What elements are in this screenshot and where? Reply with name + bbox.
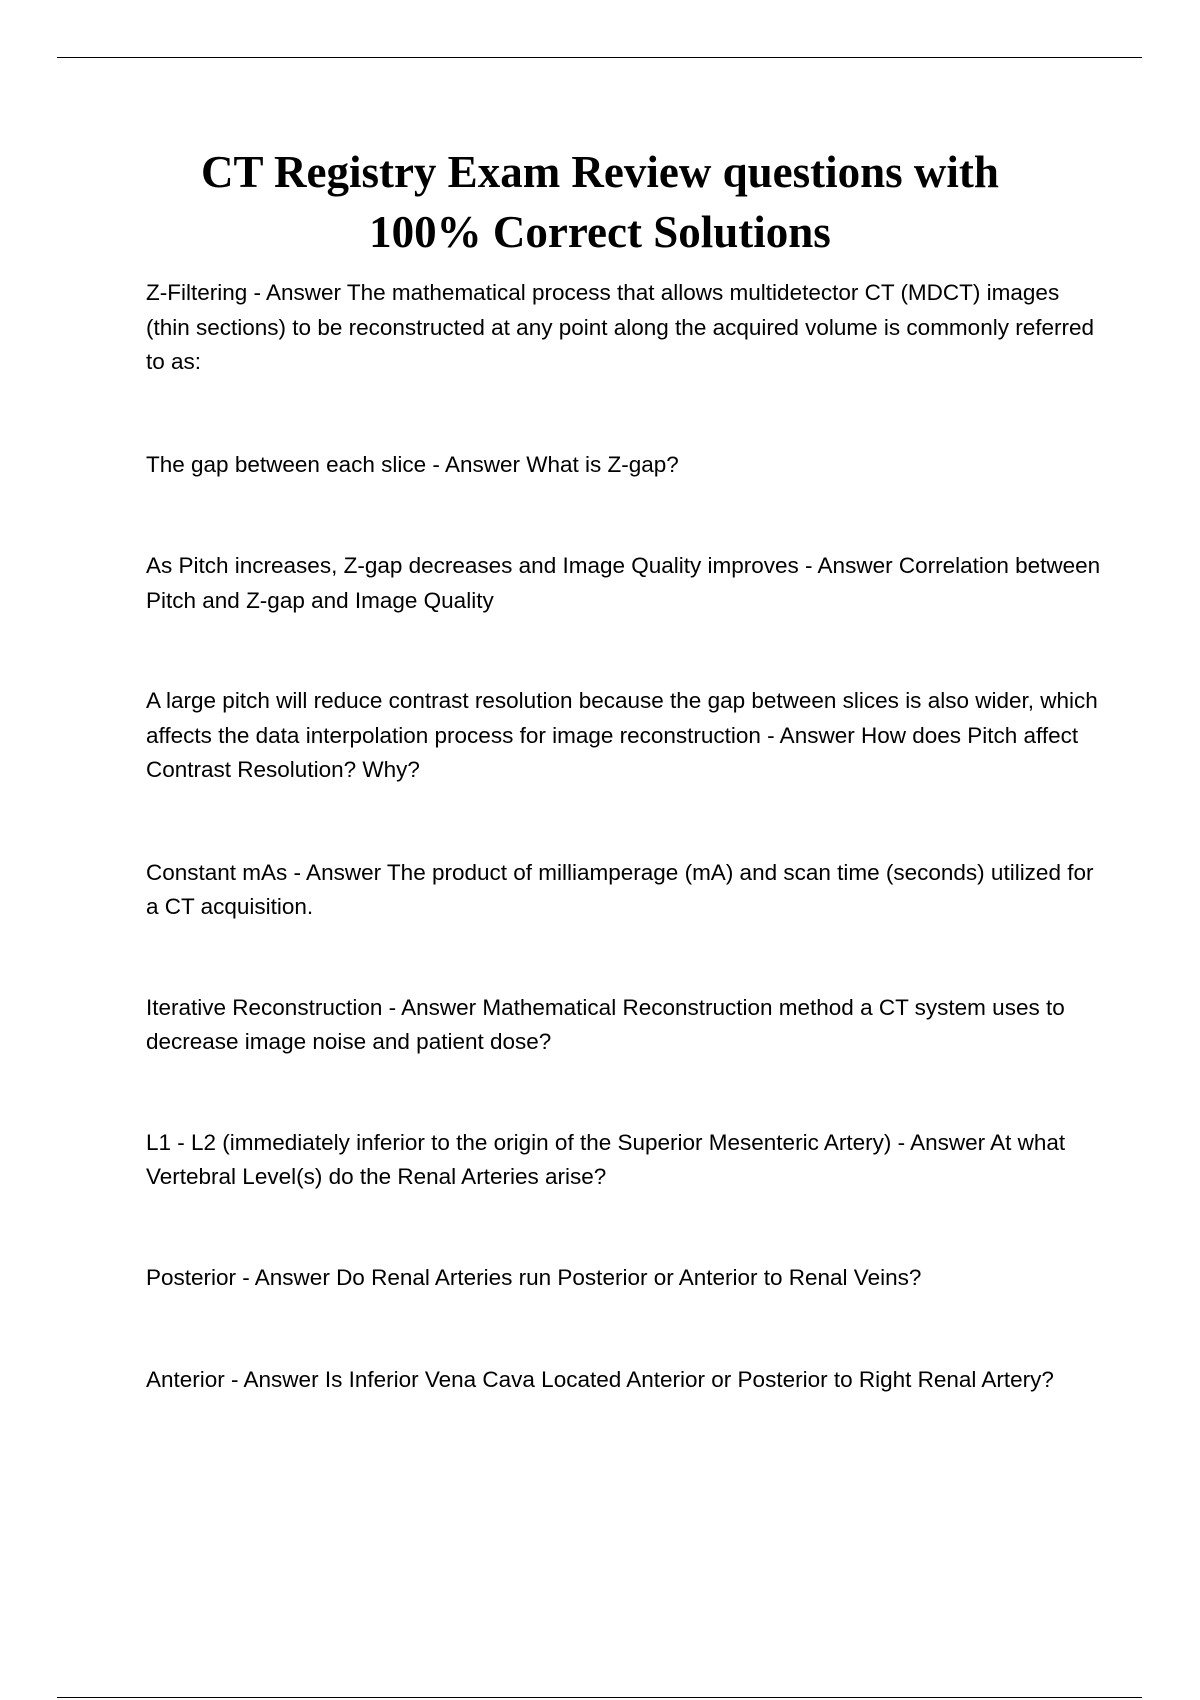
qa-item: Posterior - Answer Do Renal Arteries run Posterior or Anterior to Renal Veins? (146, 1264, 922, 1290)
qa-item: The gap between each slice - Answer What is Z-gap? (146, 451, 679, 477)
qa-item: Z-Filtering - Answer The mathematical process that allows multidetector CT (MDCT) images (thin sections) to be reconstructed at any point along the acquired volume is commonly referred to as: (146, 280, 1094, 374)
footer-rule (57, 1697, 1142, 1698)
title-line-1: CT Registry Exam Review questions with (201, 147, 999, 197)
qa-item: L1 - L2 (immediately inferior to the origin of the Superior Mesenteric Artery) - Answer At what Vertebral Level(s) do the Renal Arteries arise? (146, 1129, 1066, 1189)
qa-item: Anterior - Answer Is Inferior Vena Cava Located Anterior or Posterior to Right Renal Artery? (146, 1367, 1054, 1392)
header-rule (57, 57, 1142, 58)
title-line-2: 100% Correct Solutions (369, 207, 831, 257)
document-title (150, 142, 1050, 262)
qa-item: Iterative Reconstruction - Answer Mathematical Reconstruction method a CT system uses to decrease image noise and patient dose? (146, 994, 1065, 1054)
qa-item: As Pitch increases, Z-gap decreases and Image Quality improves - Answer Correlation between Pitch and Z-gap and Image Quality (146, 553, 1101, 613)
qa-item: A large pitch will reduce contrast resolution because the gap between slices is also wider, which affects the data interpolation process for image reconstruction - Answer How does Pitch affect Contrast Resolution? Why? (146, 688, 1098, 782)
qa-item: Constant mAs - Answer The product of milliamperage (mA) and scan time (seconds) utilized for a CT acquisition. (146, 859, 1094, 919)
qa-list (146, 276, 1106, 1398)
